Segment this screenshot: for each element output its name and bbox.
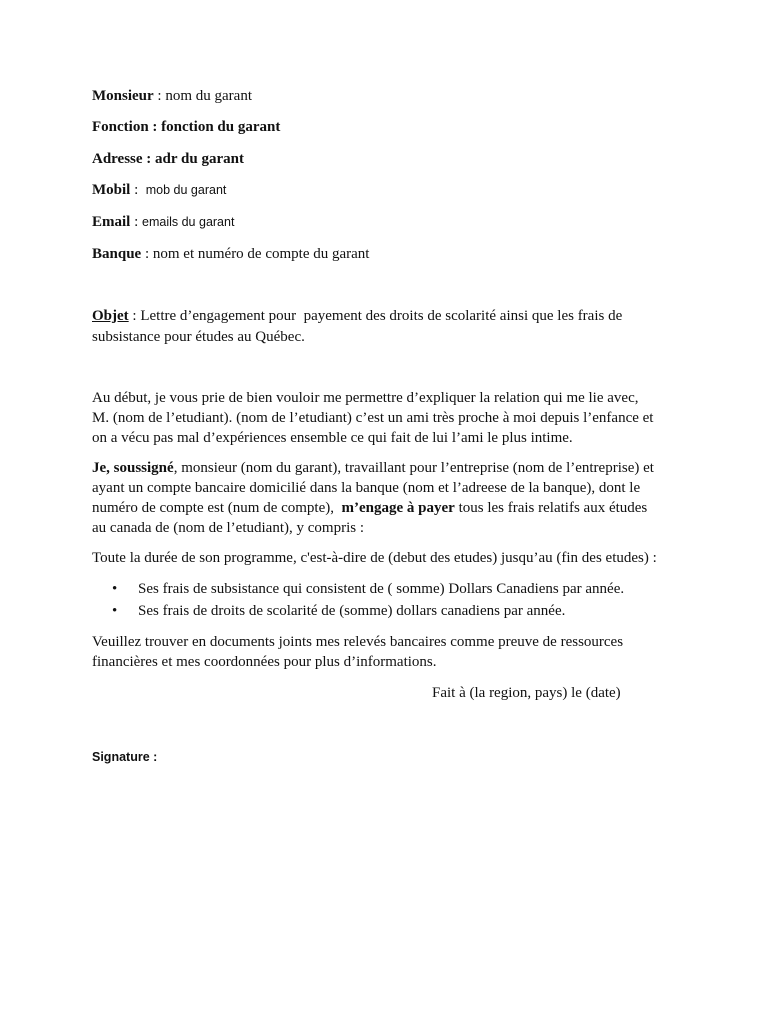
bullet-icon: • [112,581,118,597]
list-item [112,600,624,622]
engage-line-3-bold: m’engage à payer [341,500,455,516]
email-line [92,212,234,232]
engage-line-3-start: numéro de compte est (num de compte), [92,500,342,516]
email-label: Email [92,214,131,230]
frais-list [112,578,624,622]
bullet-text-2: Ses frais de droits de scolarité de (somme) dollars canadiens par année. [138,603,566,619]
mobil-value: mob du garant [145,183,227,197]
monsieur-label: Monsieur [92,88,154,104]
docs-line-1: Veuillez trouver en documents joints mes relevés bancaires comme preuve de ressources [92,634,624,650]
engage-line-4: au canada de (nom de l’etudiant), y compris : [92,520,364,536]
intro-line-1: Au début, je vous prie de bien vouloir me permettre d’expliquer la relation qui me lie avec, [92,390,639,406]
banque-value: : nom et numéro de compte du garant [141,246,370,262]
fonction-line: Fonction : fonction du garant [92,119,281,135]
engage-line-3 [92,498,647,518]
intro-line-3: on a vécu pas mal d’expériences ensemble ce qui fait de lui l’ami le plus intime. [92,430,573,446]
adresse-line: Adresse : adr du garant [92,151,244,167]
objet-line-1 [92,306,622,326]
objet-label: Objet [92,308,129,324]
fait-line: Fait à (la region, pays) le (date) [432,685,621,701]
monsieur-line [92,86,252,106]
email-value: emails du garant [142,215,235,229]
engage-bold: Je, soussigné [92,460,174,476]
list-item [112,578,624,600]
bullet-icon: • [112,603,118,619]
objet-text-1: : Lettre d’engagement pour payement des droits de scolarité ainsi que les frais de [128,308,623,324]
docs-line-2: financières et mes coordonnées pour plus d’informations. [92,654,437,670]
mobil-label: Mobil [92,182,131,198]
email-sep: : [130,214,143,230]
duree-line: Toute la durée de son programme, c'est-à-dire de (debut des etudes) jusqu’au (fin des etudes) : [92,550,657,566]
mobil-line [92,180,226,200]
monsieur-value: : nom du garant [153,88,252,104]
banque-label: Banque [92,246,142,262]
banque-line [92,244,369,264]
objet-line-2: subsistance pour études au Québec. [92,329,305,345]
mobil-sep: : [130,182,146,198]
intro-line-2: M. (nom de l’etudiant). (nom de l’etudiant) c’est un ami très proche à moi depuis l’enfance et [92,410,654,426]
engage-line-1-rest: , monsieur (nom du garant), travaillant pour l’entreprise (nom de l’entreprise) et [173,460,654,476]
engage-line-3-end: tous les frais relatifs aux études [454,500,648,516]
bullet-text-1: Ses frais de subsistance qui consistent de ( somme) Dollars Canadiens par année. [138,581,625,597]
engage-line-2: ayant un compte bancaire domicilié dans la banque (nom et l’adreese de la banque), dont le [92,480,641,496]
engage-line-1 [92,458,654,478]
signature-label: Signature : [92,750,158,764]
